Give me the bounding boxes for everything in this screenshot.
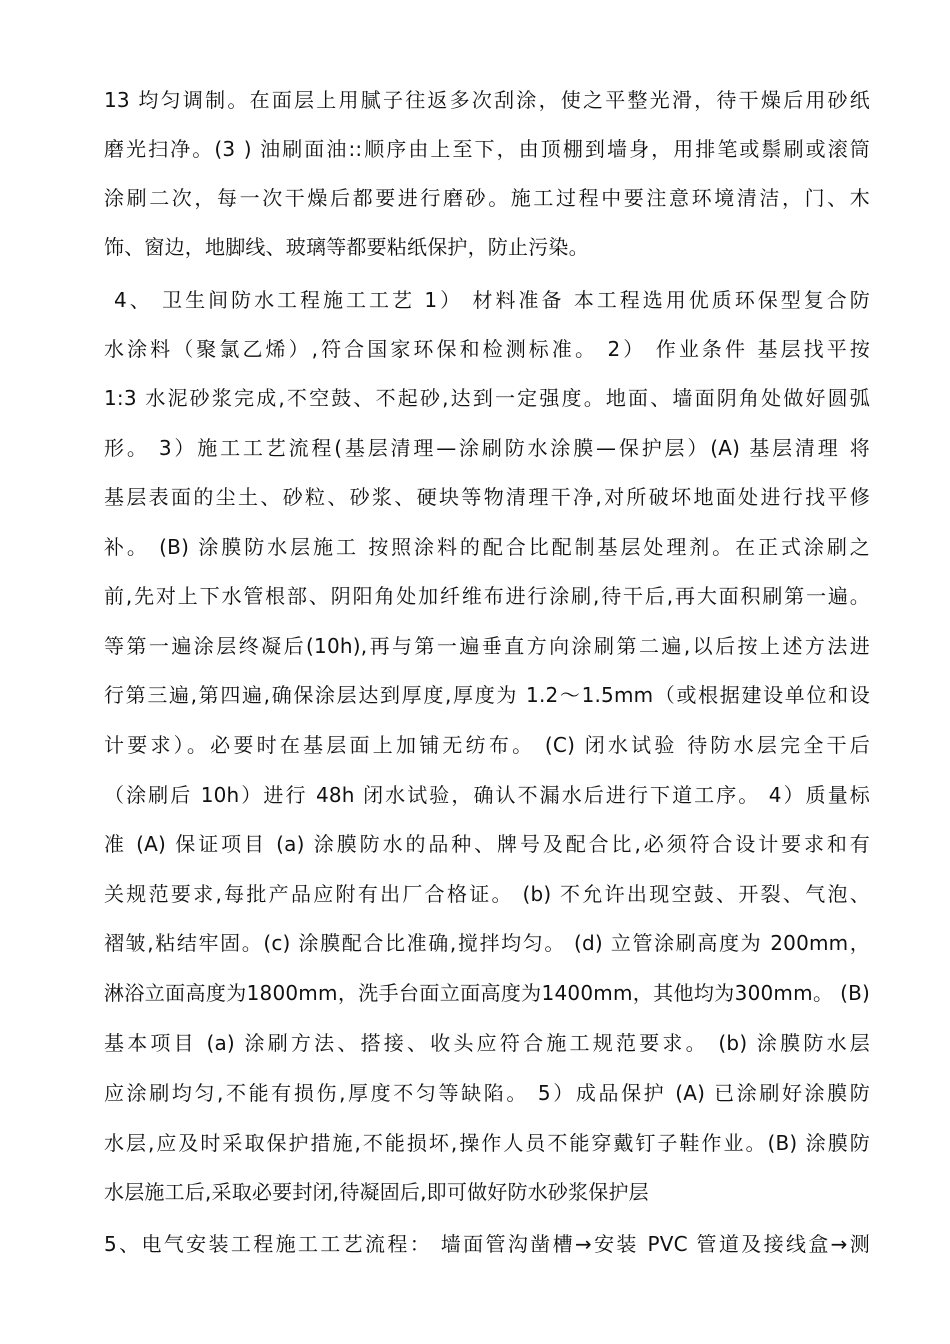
section-5-heading-line: 5、电气安装工程施工工艺流程： 墙面管沟凿槽→安装 PVC 管道及接线盒→测 [104,1232,870,1256]
text-line: 13 均匀调制。在面层上用腻子往返多次刮涂，使之平整光滑，待干燥后用砂纸 [104,88,870,112]
text-line: 基本项目 (a) 涂刷方法、搭接、收头应符合施工规范要求。 (b) 涂膜防水层 [104,1031,870,1055]
text-line: 水层施工后,采取必要封闭,待凝固后,即可做好防水砂浆保护层 [104,1180,649,1204]
text-line: （涂刷后 10h）进行 48h 闭水试验，确认不漏水后进行下道工序。 4）质量标 [104,783,870,807]
text-line: 水层,应及时采取保护措施,不能损坏,操作人员不能穿戴钉子鞋作业。(B) 涂膜防 [104,1131,870,1155]
text-line: 水涂料（聚氯乙烯）,符合国家环保和检测标准。 2） 作业条件 基层找平按 [104,337,870,361]
text-line: 补。 (B) 涂膜防水层施工 按照涂料的配合比配制基层处理剂。在正式涂刷之 [104,535,870,559]
text-line: 涂刷二次，每一次干燥后都要进行磨砂。施工过程中要注意环境清洁，门、木 [104,186,870,210]
text-line: 形。 3）施工工艺流程(基层清理—涂刷防水涂膜—保护层）(A) 基层清理 将 [104,436,870,460]
text-line: 计要求）。必要时在基层面上加铺无纺布。 (C) 闭水试验 待防水层完全干后 [104,733,870,757]
text-line: 关规范要求,每批产品应附有出厂合格证。 (b) 不允许出现空鼓、开裂、气泡、 [104,882,870,906]
text-line: 准 (A) 保证项目 (a) 涂膜防水的品种、牌号及配合比,必须符合设计要求和有 [104,832,870,856]
text-line: 前,先对上下水管根部、阴阳角处加纤维布进行涂刷,待干后,再大面积刷第一遍。 [104,584,870,608]
text-line: 1:3 水泥砂浆完成,不空鼓、不起砂,达到一定强度。地面、墙面阴角处做好圆弧 [104,386,870,410]
text-line: 基层表面的尘土、砂粒、砂浆、硬块等物清理干净,对所破坏地面处进行找平修 [104,485,870,509]
section-4-heading-line: 4、 卫生间防水工程施工工艺 1） 材料准备 本工程选用优质环保型复合防 [114,288,870,312]
text-line: 淋浴立面高度为1800mm，洗手台面立面高度为1400mm，其他均为300mm。 (B) [104,981,870,1005]
text-line: 磨光扫净。(3 ) 油刷面油::顺序由上至下，由顶棚到墙身，用排笔或鬃刷或滚筒 [104,137,870,161]
text-line: 等第一遍涂层终凝后(10h),再与第一遍垂直方向涂刷第二遍,以后按上述方法进 [104,634,870,658]
text-line: 应涂刷均匀,不能有损伤,厚度不匀等缺陷。 5）成品保护 (A) 已涂刷好涂膜防 [104,1081,870,1105]
text-line: 褶皱,粘结牢固。(c) 涂膜配合比准确,搅拌均匀。 (d) 立管涂刷高度为 200mm， [104,931,870,955]
text-line: 饰、窗边，地脚线、玻璃等都要粘纸保护，防止污染。 [104,235,589,259]
text-line: 行第三遍,第四遍,确保涂层达到厚度,厚度为 1.2～1.5mm（或根据建设单位和设 [104,683,870,707]
